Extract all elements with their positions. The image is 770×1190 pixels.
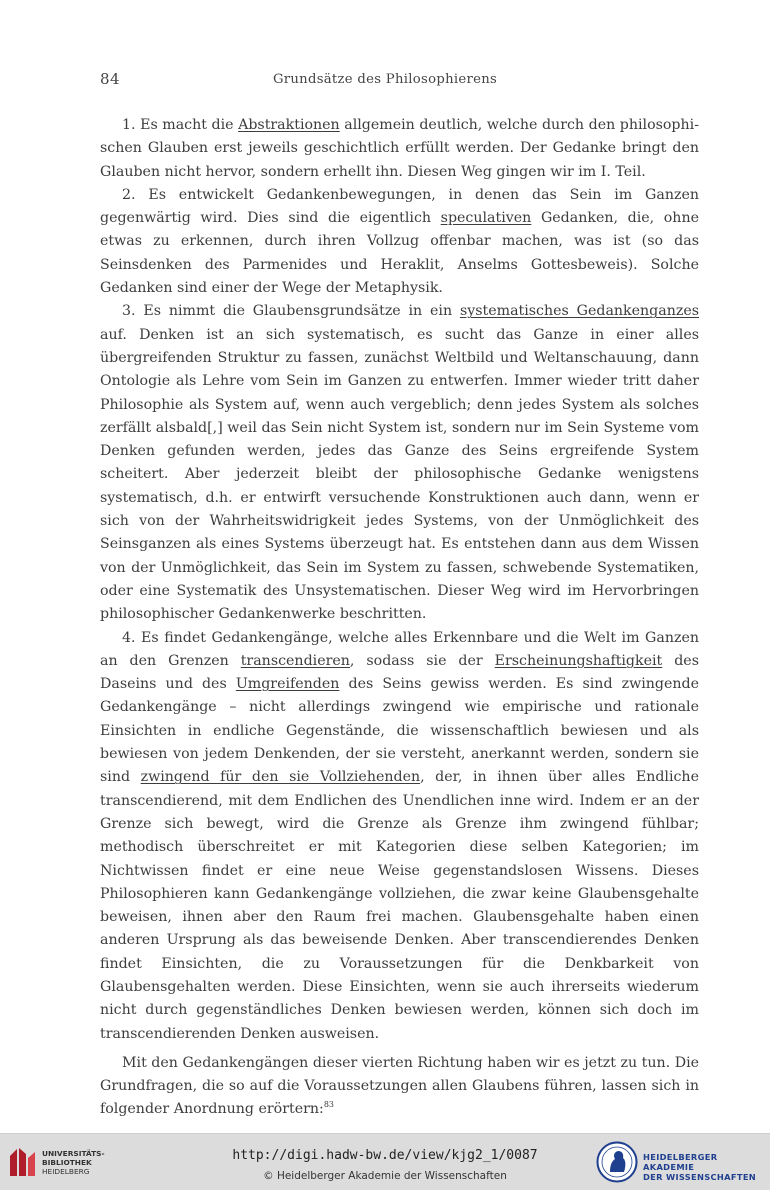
body-text	[100, 114, 699, 1122]
text-run: 2. Es entwickelt Gedankenbewegungen, in denen das Sein im Ganzen gegenwärtig wird. Dies sind die eigentlich	[100, 186, 699, 227]
text-run: des Daseins und des	[100, 652, 699, 693]
paragraph-2	[100, 184, 699, 300]
underlined-term: speculativen	[440, 210, 532, 227]
underlined-term: Abstraktionen	[238, 117, 340, 133]
library-name-line: HEIDELBERG	[42, 1167, 90, 1176]
library-name-line: BIBLIOTHEK	[42, 1158, 92, 1167]
text-run: Mit den Gedankengängen dieser vierten Richtung haben wir es jetzt zu tun. Die Grundfragen, die so auf die Voraussetzungen allen Glaubens führen, lassen sich in folgender Anordnung erörtern:	[100, 1054, 699, 1118]
academy-name[interactable]	[643, 1152, 770, 1182]
paragraph-1	[100, 114, 699, 184]
text-run: 3. Es nimmt die Glaubensgrundsätze in ein	[122, 303, 460, 320]
text-run: , sodass sie der	[349, 652, 495, 669]
paragraph-4	[100, 627, 699, 1046]
text-run: 1. Es macht die	[122, 117, 239, 133]
text-run: des Seins gewiss werden. Es sind zwingende Gedankengänge – nicht allerdings zwingend wie empirische und rationale Einsichten in endliche Gegenstände, die wissenschaftlich bewiesen und als bewiesen von jedem Denkenden, der sie versteht, anerkannt werden, sondern sie sind	[100, 676, 699, 786]
text-run: 4. Es findet Gedankengänge, welche alles Erkennbare und die Welt im Ganzen an den Grenzen	[100, 629, 699, 669]
footer-bar	[0, 1133, 770, 1190]
footnote-marker[interactable]: 83	[323, 1100, 334, 1110]
text-run: , der, in ihnen über alles Endliche transcendierend, mit dem Endlichen des Unendlichen inne wird. Indem er an der Grenze sich bewegt, wird die Grenze als Grenze ihm zwingend fühlbar; methodisch überschreitet er mit Kategorien diese selben Kategorien; im Nichtwissen findet er eine neue Weise gegenstandslosen Wissens. Dieses Philosophieren kann Gedankengänge vollziehen, die zwar keine Glaubensgehalte beweisen, ihnen aber den Raum frei machen. Glaubensgehalte haben einen anderen Ursprung als das beweisende Denken. Aber transcendierendes Denken findet Einsichten, die zu Voraussetzungen für die Denkbarkeit von Glaubensgehalten werden. Diese Einsichten, wenn sie auch ihrerseits wiederum nicht durch gegenständliches Denken bewiesen werden, können sich doch im transcendierenden Denken ausweisen.	[100, 769, 699, 1042]
underlined-term: transcendieren	[240, 652, 350, 669]
underlined-term: Umgreifenden	[235, 676, 340, 693]
academy-name-line: HEIDELBERGER AKADEMIE	[643, 1152, 718, 1172]
academy-seal-icon[interactable]	[596, 1141, 638, 1183]
page-number: 84	[100, 70, 121, 88]
text-run: Gedanken, die, ohne etwas zu erkennen, durch ihren Vollzug offenbar machen, was ist (so das Seinsdenken des Parmenides und Heraklit, Anselms Gottesbeweis). Solche Gedanken sind einer der Wege der Metaphysik.	[100, 210, 699, 297]
text-run: auf. Denken ist an sich systematisch, es sucht das Ganze in einer alles übergreifenden Struktur zu fassen, zunächst Weltbild und Weltanschauung, dann Ontologie als Lehre vom Sein im Ganzen zu entwerfen. Immer wieder tritt daher Philosophie als System auf, wenn auch vergeblich; denn jedes System als solches zerfällt alsbald[,] weil das Sein nicht System ist, sondern nur im Sein Systeme vom Denken gefunden werden, jedes das Ganze des Seins ergreifende System scheitert. Aber jederzeit bleibt der philosophische Gedanke wenigstens systematisch, d.h. er entwirft versuchende Konstruktionen auch dann, wenn er sich von der Wahrheitswidrigkeit jedes Systems, von der Unmöglichkeit des Seinsganzen als eines Systems überzeugt hat. Es entstehen dann aus dem Wissen von der Unmöglichkeit, das Sein im System zu fassen, schwebende Systematiken, oder eine Systematik des Unsystematischen. Dieser Weg wird im Hervorbringen philosophischer Gedankenwerke beschritten.	[100, 326, 699, 623]
underlined-term: zwingend für den sie Vollziehenden	[140, 769, 421, 786]
library-name-line: UNIVERSITÄTS-	[42, 1149, 105, 1158]
underlined-term: Erscheinungshaftigkeit	[494, 652, 663, 669]
paragraph-5	[100, 1052, 699, 1122]
paragraph-3	[100, 300, 699, 626]
copyright-notice: © Heidelberger Akademie der Wissenschaften	[263, 1170, 507, 1182]
running-head: Grundsätze des Philosophierens	[272, 72, 498, 87]
underlined-term: systematisches Gedankenganzes	[459, 303, 700, 320]
academy-name-line: DER WISSENSCHAFTEN	[643, 1172, 757, 1182]
permalink-url[interactable]: http://digi.hadw-bw.de/view/kjg2_1/0087	[232, 1148, 538, 1163]
text-run: allgemein deutlich, welche durch den philosophischen Glauben erst jeweils geschichtlich erfüllt werden. Der Gedanke bringt den Glauben nicht hervor, sondern erhellt ihn. Diesen Weg gingen wir im I. Teil.	[100, 117, 699, 180]
